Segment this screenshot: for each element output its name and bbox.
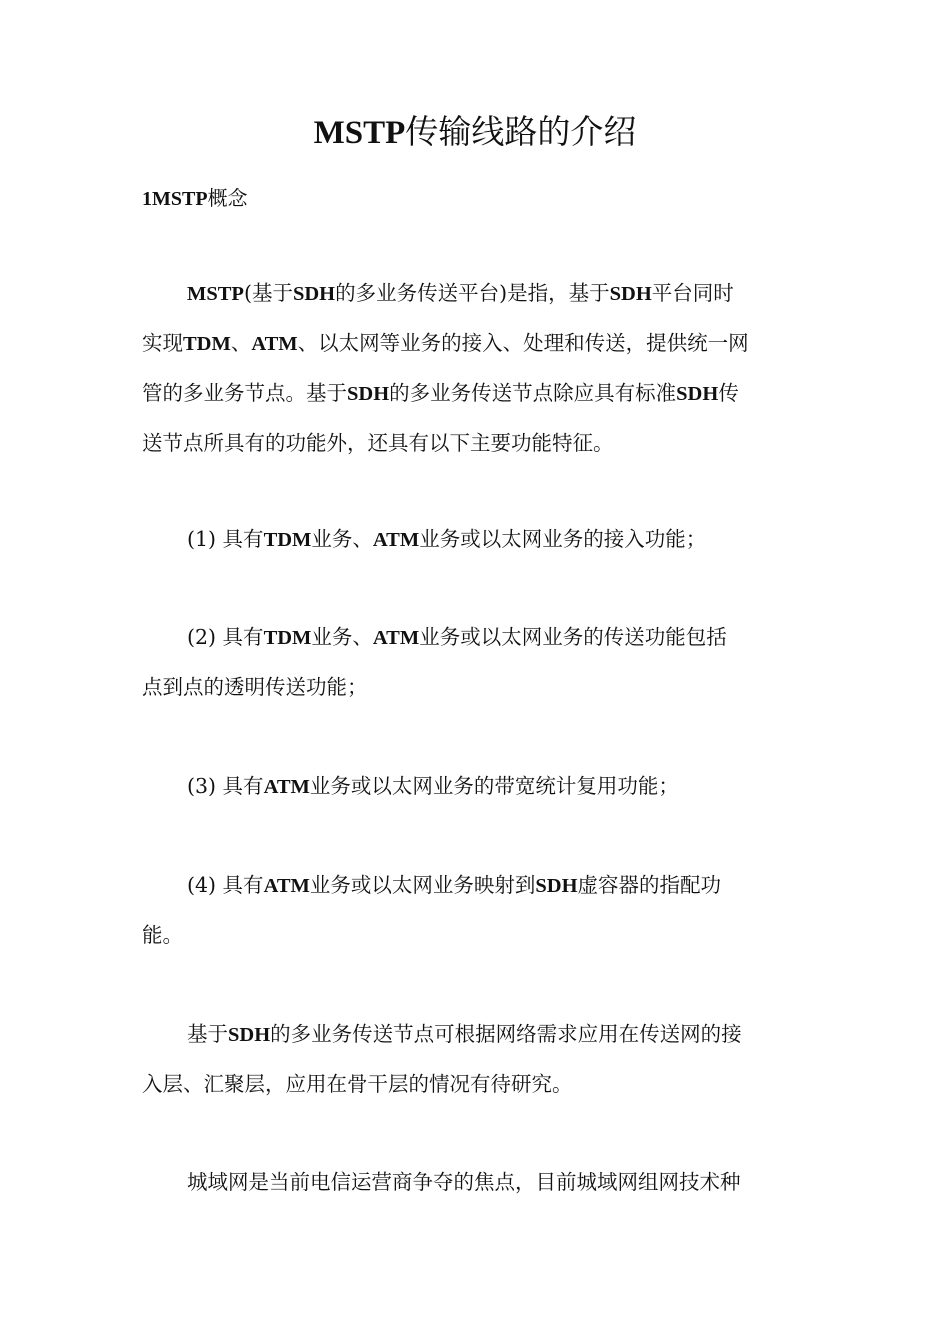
text-line: (1) 具有TDM业务、ATM业务或以太网业务的接入功能； <box>187 527 707 551</box>
text-line: (4) 具有ATM业务或以太网业务映射到SDH虚容器的指配功 <box>187 873 722 897</box>
paragraph-feature-4 <box>142 860 814 960</box>
paragraph-feature-3 <box>142 761 814 811</box>
paragraph-metro-network <box>142 1157 814 1207</box>
text-line: 送节点所具有的功能外，还具有以下主要功能特征。 <box>142 431 614 455</box>
paragraph-feature-2 <box>142 612 814 712</box>
paragraph-application-layers <box>142 1009 814 1109</box>
paragraph-mstp-definition <box>142 268 814 468</box>
text-line: (3) 具有ATM业务或以太网业务的带宽统计复用功能； <box>187 774 679 798</box>
text-line: 城域网是当前电信运营商争夺的焦点，目前城域网组网技术种 <box>187 1170 741 1194</box>
text-line: 基于SDH的多业务传送节点可根据网络需求应用在传送网的接 <box>187 1022 742 1046</box>
text-line: 入层、汇聚层，应用在骨干层的情况有待研究。 <box>142 1072 573 1096</box>
text-line: 实现TDM、ATM、以太网等业务的接入、处理和传送，提供统一网 <box>142 331 749 355</box>
text-line: 管的多业务节点。基于SDH的多业务传送节点除应具有标准SDH传 <box>142 381 739 405</box>
text-line: 点到点的透明传送功能； <box>142 675 368 699</box>
section-heading: 1MSTP概念 <box>142 186 248 210</box>
text-line: (2) 具有TDM业务、ATM业务或以太网业务的传送功能包括 <box>187 625 727 649</box>
paragraph-feature-1 <box>142 514 814 564</box>
text-line: MSTP(基于SDH的多业务传送平台)是指，基于SDH平台同时 <box>187 281 734 305</box>
document-title: MSTP传输线路的介绍 <box>313 112 637 151</box>
text-line: 能。 <box>142 923 183 947</box>
